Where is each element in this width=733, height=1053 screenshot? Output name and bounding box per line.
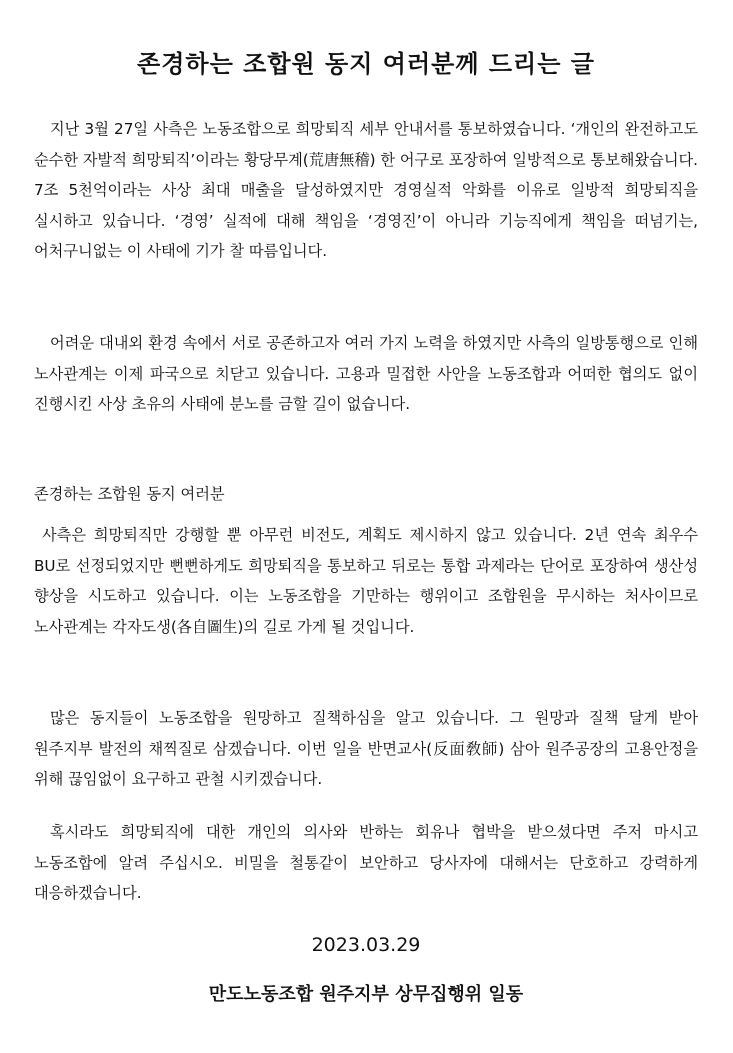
- paragraph-hope-retirement-notice: 지난 3월 27일 사측은 노동조합으로 희망퇴직 세부 안내서를 통보하였습니다. ‘개인의 완전하고도 순수한 자발적 희망퇴직’이라는 황당무계(荒唐無稽) 한 어구로 포장하여 일방적으로 통보해왔습니다. 7조 5천억이라는 사상 최대 매출을 달성하였지만 경영실적 악화를 이유로 일방적 희망퇴직을 실시하고 있습니다. ‘경영’ 실적에 대해 책임을 ‘경영진’이 아니라 기능직에게 책임을 떠넘기는, 어처구니없는 이 사태에 기가 찰 따름입니다.: [34, 120, 698, 260]
- letter-date: 2023.03.29: [311, 934, 421, 956]
- paragraph-report-coercion: 혹시라도 희망퇴직에 대한 개인의 의사와 반하는 회유나 협박을 받으셨다면 주저 마시고 노동조합에 알려 주십시오. 비밀을 철통같이 보안하고 당사자에 대해서는 단호하고 강력하게 대응하겠습니다.: [34, 823, 698, 902]
- paragraph-company-vision: 사측은 희망퇴직만 강행할 뿐 아무런 비전도, 계획도 제시하지 않고 있습니다. 2년 연속 최우수 BU로 선정되었지만 뻔뻔하게도 희망퇴직을 통보하고 뒤로는 통합 과제라는 단어로 포장하여 생산성 향상을 시도하고 있습니다. 이는 노동조합을 기만하는 행위이고 조합원을 무시하는 처사이므로 노사관계는 각자도생(各自圖生)의 길로 가게 될 것입니다.: [34, 526, 698, 636]
- paragraph-union-resolve: 많은 동지들이 노동조합을 원망하고 질책하심을 알고 있습니다. 그 원망과 질책 달게 받아 원주지부 발전의 채찍질로 삼겠습니다. 이번 일을 반면교사(反面敎師) 삼아 원주공장의 고용안정을 위해 끊임없이 요구하고 관철 시키겠습니다.: [34, 709, 698, 788]
- letter-signature: 만도노동조합 원주지부 상무집행위 일동: [208, 984, 524, 1005]
- letter-title: 존경하는 조합원 동지 여러분께 드리는 글: [137, 50, 595, 78]
- salutation: 존경하는 조합원 동지 여러분: [34, 485, 225, 503]
- letter-page: [34, 0, 698, 1053]
- paragraph-labor-relations: 어려운 대내외 환경 속에서 서로 공존하고자 여러 가지 노력을 하였지만 사측의 일방통행으로 인해 노사관계는 이제 파국으로 치닫고 있습니다. 고용과 밀접한 사안을 노동조합과 어떠한 협의도 없이 진행시킨 사상 초유의 사태에 분노를 금할 길이 없습니다.: [34, 334, 698, 413]
